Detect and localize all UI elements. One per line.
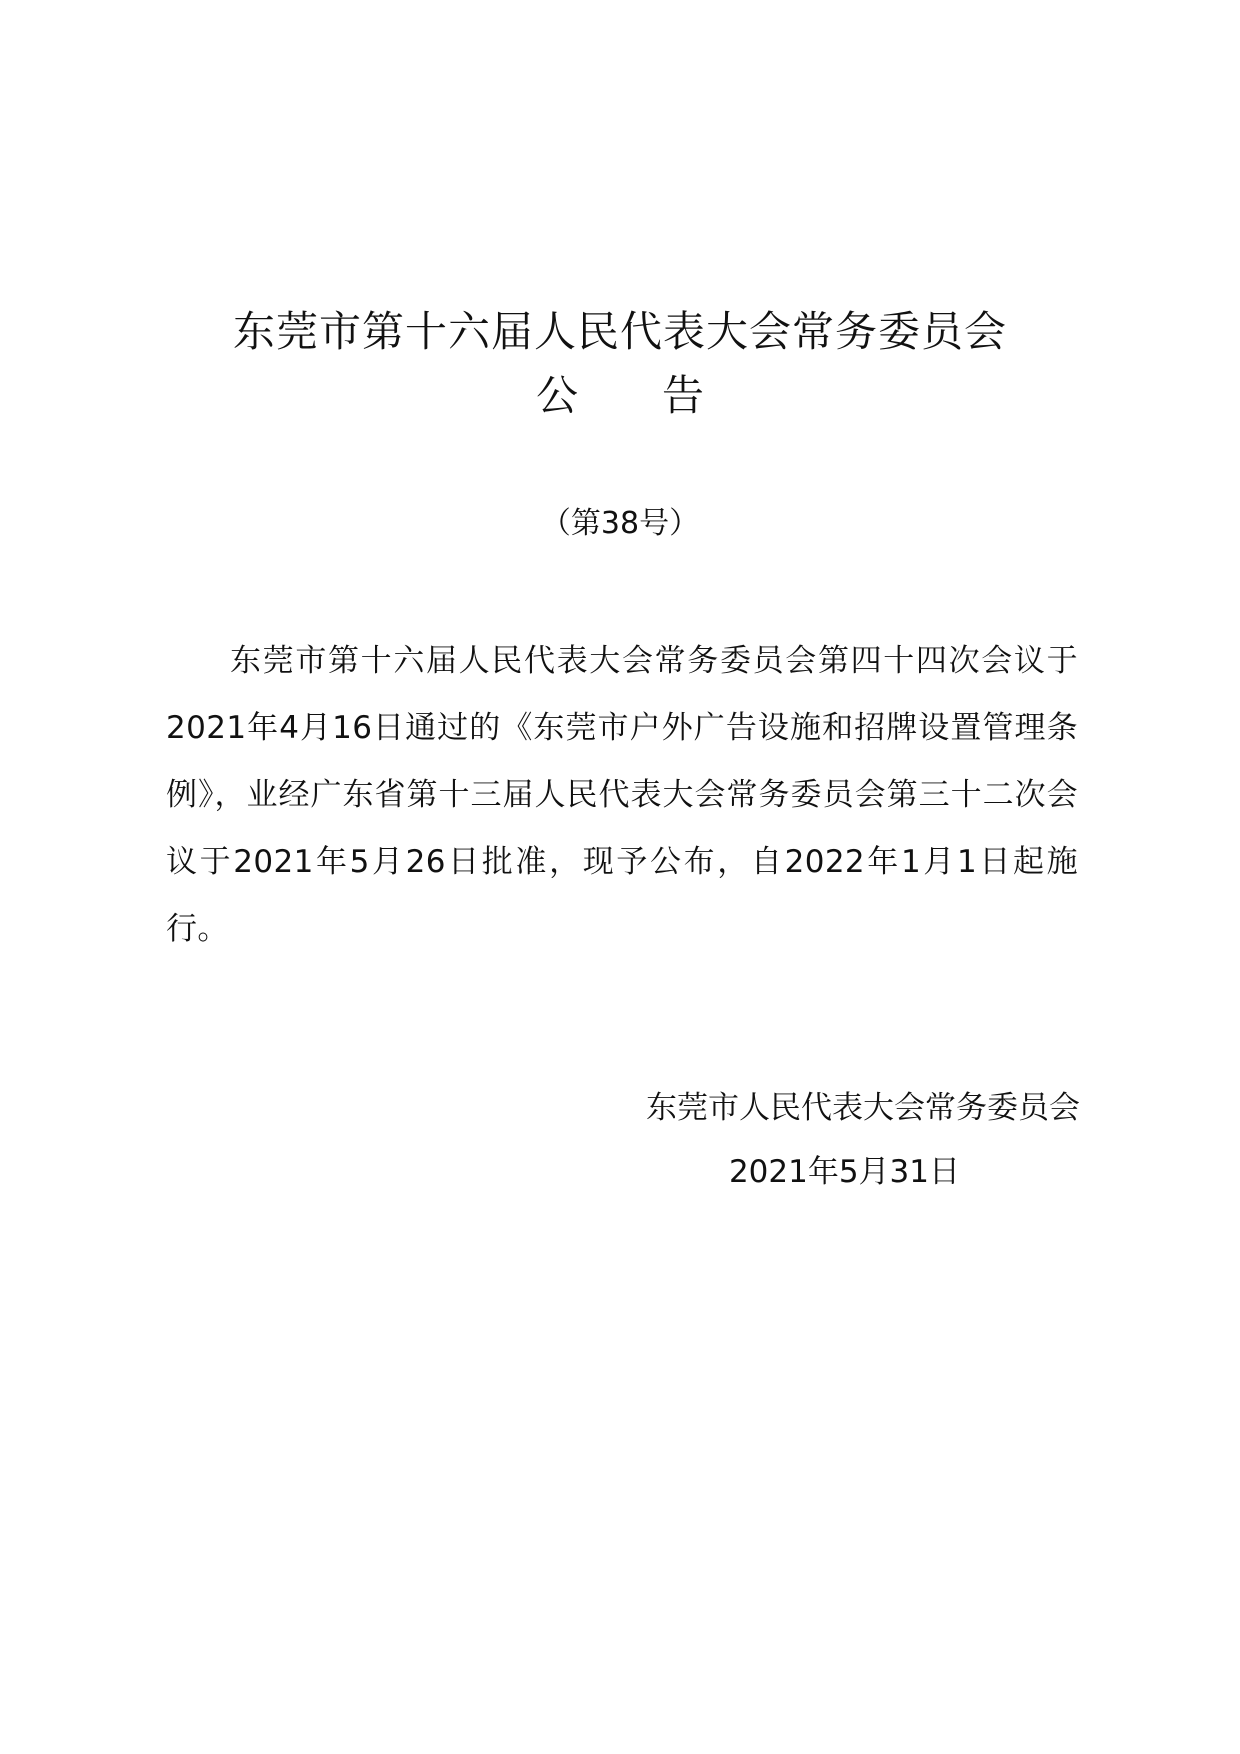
issue-date: 2021年5月31日	[728, 1154, 960, 1190]
document-title: 东莞市第十六届人民代表大会常务委员会	[232, 307, 1007, 356]
subtitle-char-left: 公	[535, 371, 578, 420]
issuer-signature: 东莞市人民代表大会常务委员会	[646, 1090, 1080, 1126]
subtitle-char-right: 告	[662, 371, 705, 420]
document-number: （第38号）	[540, 506, 700, 541]
document-subtitle	[0, 366, 1240, 426]
document-body: 东莞市第十六届人民代表大会常务委员会第四十四次会议于2021年4月16日通过的《东莞市户外广告设施和招牌设置管理条例》，业经广东省第十三届人民代表大会常务委员会第三十二次会议于2021年5月26日批准，现予公布，自2022年1月1日起施行。	[166, 643, 1078, 947]
